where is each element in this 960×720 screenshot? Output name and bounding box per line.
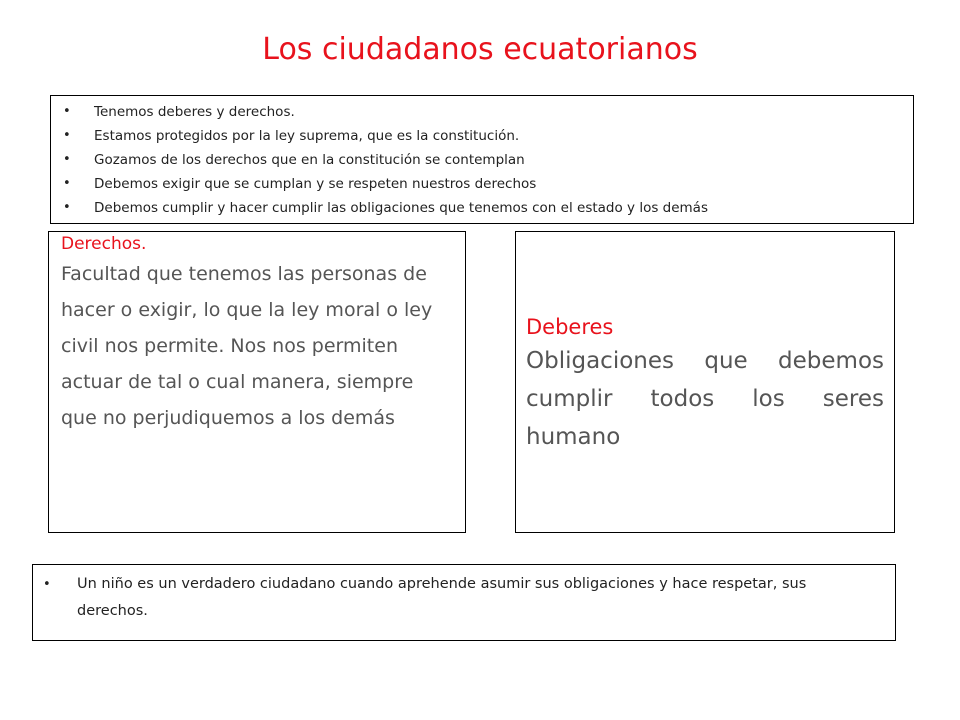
bullet-text: Tenemos deberes y derechos. bbox=[94, 104, 295, 120]
slide-title: Los ciudadanos ecuatorianos bbox=[262, 32, 698, 67]
bullet-item bbox=[63, 124, 901, 148]
bullet-text: Debemos cumplir y hacer cumplir las obligaciones que tenemos con el estado y los demás bbox=[94, 200, 708, 216]
derechos-body: Facultad que tenemos las personas de hacer o exigir, lo que la ley moral o ley civil nos permite. Nos nos permiten actuar de tal o cual manera, siempre que no perjudiquemos a los demás bbox=[61, 263, 433, 429]
bullet-dot-icon: • bbox=[63, 152, 71, 167]
bullet-item bbox=[63, 196, 901, 220]
bullet-item bbox=[43, 571, 881, 625]
bullet-dot-icon: • bbox=[43, 577, 51, 592]
derechos-heading: Derechos. bbox=[61, 234, 147, 254]
derechos-box bbox=[48, 231, 466, 533]
top-bullet-list bbox=[63, 100, 901, 220]
bullet-item bbox=[63, 172, 901, 196]
deberes-heading: Deberes bbox=[526, 315, 614, 339]
deberes-body: Obligaciones que debemos cumplir todos los seres humano bbox=[526, 348, 884, 450]
bullet-text: Un niño es un verdadero ciudadano cuando aprehende asumir sus obligaciones y hace respetar, sus derechos. bbox=[77, 576, 807, 619]
bullet-dot-icon: • bbox=[63, 128, 71, 143]
bullet-dot-icon: • bbox=[63, 104, 71, 119]
bullet-text: Estamos protegidos por la ley suprema, que es la constitución. bbox=[94, 128, 520, 144]
deberes-box bbox=[515, 231, 895, 533]
bullet-item bbox=[63, 100, 901, 124]
bullet-dot-icon: • bbox=[63, 176, 71, 191]
bottom-bullet-box bbox=[32, 564, 896, 641]
bullet-text: Gozamos de los derechos que en la constitución se contemplan bbox=[94, 152, 525, 168]
top-bullet-box bbox=[50, 95, 914, 224]
bullet-item bbox=[63, 148, 901, 172]
bottom-bullet-list bbox=[43, 571, 881, 625]
bullet-text: Debemos exigir que se cumplan y se respeten nuestros derechos bbox=[94, 176, 537, 192]
bullet-dot-icon: • bbox=[63, 200, 71, 215]
